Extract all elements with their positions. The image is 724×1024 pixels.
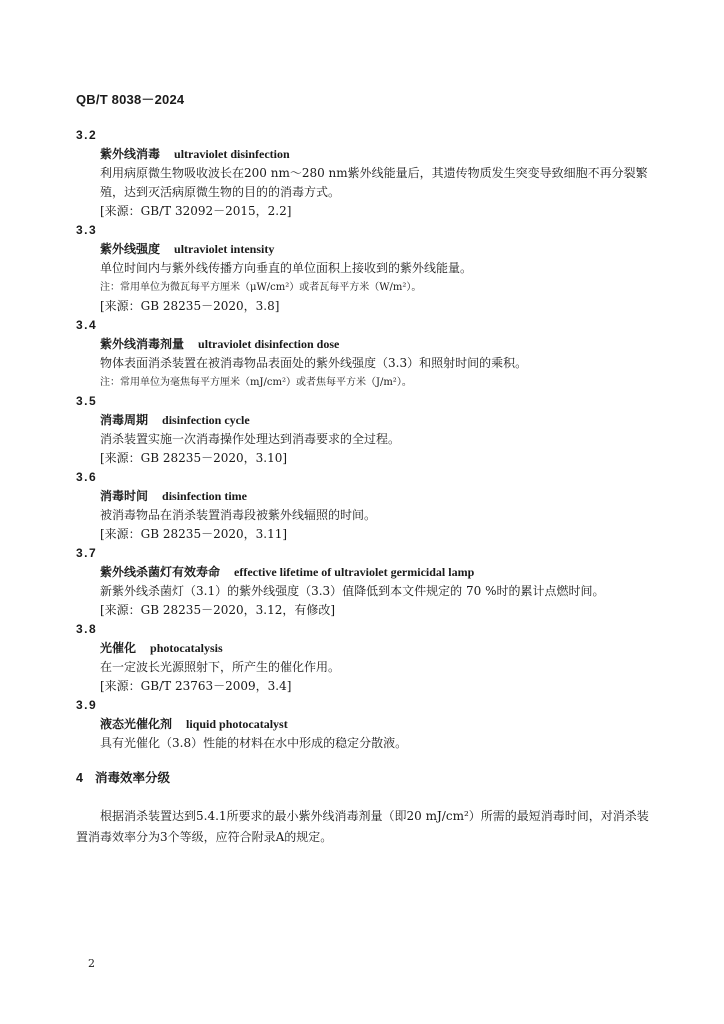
term-zh: 紫外线消毒: [100, 147, 161, 161]
term-note: 注：常用单位为微瓦每平方厘米（μW/cm²）或者瓦每平方米（W/m²）。: [100, 282, 422, 293]
term-entry: [76, 620, 656, 696]
term-source: [来源：GB/T 23763－2009，3.4]: [100, 679, 292, 693]
page-number: 2: [88, 957, 95, 970]
term-en: ultraviolet disinfection: [174, 147, 290, 161]
term-zh: 消毒时间: [100, 489, 149, 503]
term-heading: [100, 639, 656, 658]
term-source: [来源：GB 28235－2020，3.11]: [100, 527, 288, 541]
term-heading: [100, 240, 656, 259]
standard-id: QB/T 8038－2024: [76, 92, 185, 107]
term-definition: 消杀装置实施一次消毒操作处理达到消毒要求的全过程。: [100, 432, 401, 446]
term-number: 3.4: [76, 318, 98, 332]
term-number: 3.6: [76, 470, 98, 484]
term-zh: 液态光催化剂: [100, 717, 173, 731]
term-number: 3.8: [76, 622, 98, 636]
term-entry: [76, 468, 656, 544]
term-en: effective lifetime of ultraviolet germicidal lamp: [234, 565, 475, 579]
term-definition: 新紫外线杀菌灯（3.1）的紫外线强度（3.3）值降低到本文件规定的 70 %时的累计点燃时间。: [100, 584, 605, 598]
term-number: 3.9: [76, 698, 98, 712]
term-source: [来源：GB 28235－2020，3.12，有修改]: [100, 603, 336, 617]
term-note: 注：常用单位为毫焦每平方厘米（mJ/cm²）或者焦每平方米（J/m²）。: [100, 377, 412, 388]
term-number: 3.5: [76, 394, 98, 408]
term-heading: [100, 715, 656, 734]
term-heading: [100, 487, 656, 506]
term-entry: [76, 696, 656, 753]
clause-paragraph: 根据消杀装置达到5.4.1所要求的最小紫外线消毒剂量（即20 mJ/cm²）所需的最短消毒时间，对消杀装置消毒效率分为3个等级，应符合附录A的规定。: [76, 809, 649, 844]
term-zh: 光催化: [100, 641, 137, 655]
term-entry: [76, 392, 656, 468]
term-en: liquid photocatalyst: [186, 717, 288, 731]
term-definition: 在一定波长光源照射下，所产生的催化作用。: [100, 660, 341, 674]
term-definition: 物体表面消杀装置在被消毒物品表面处的紫外线强度（3.3）和照射时间的乘积。: [100, 356, 528, 370]
term-definition: 被消毒物品在消杀装置消毒段被紫外线辐照的时间。: [100, 508, 377, 522]
term-heading: [100, 145, 656, 164]
term-zh: 紫外线杀菌灯有效寿命: [100, 565, 221, 579]
term-entry: [76, 221, 656, 316]
term-number: 3.3: [76, 223, 98, 237]
term-en: ultraviolet intensity: [174, 242, 275, 256]
term-en: ultraviolet disinfection dose: [198, 337, 340, 351]
term-en: photocatalysis: [150, 641, 223, 655]
term-entry: [76, 316, 656, 392]
term-entry: [76, 126, 656, 221]
clause-title: 消毒效率分级: [94, 770, 170, 785]
term-heading: [100, 411, 656, 430]
term-heading: [100, 335, 656, 354]
term-number: 3.2: [76, 128, 98, 142]
term-zh: 紫外线消毒剂量: [100, 337, 185, 351]
term-source: [来源：GB/T 32092－2015，2.2]: [100, 204, 292, 218]
term-source: [来源：GB 28235－2020，3.10]: [100, 451, 288, 465]
term-heading: [100, 563, 656, 582]
term-definition: 具有光催化（3.8）性能的材料在水中形成的稳定分散液。: [100, 736, 408, 750]
term-zh: 消毒周期: [100, 413, 149, 427]
clause-heading: [76, 768, 170, 786]
term-definition: 利用病原微生物吸收波长在200 nm～280 nm紫外线能量后，其遗传物质发生突变导致细胞不再分裂繁殖，达到灭活病原微生物的目的的消毒方式。: [100, 166, 648, 199]
term-en: disinfection cycle: [162, 413, 250, 427]
term-en: disinfection time: [162, 489, 248, 503]
term-source: [来源：GB 28235－2020，3.8]: [100, 299, 280, 313]
clause-number: 4: [76, 771, 83, 785]
term-entry: [76, 544, 656, 620]
term-zh: 紫外线强度: [100, 242, 161, 256]
term-definition: 单位时间内与紫外线传播方向垂直的单位面积上接收到的紫外线能量。: [100, 261, 473, 275]
term-number: 3.7: [76, 546, 98, 560]
